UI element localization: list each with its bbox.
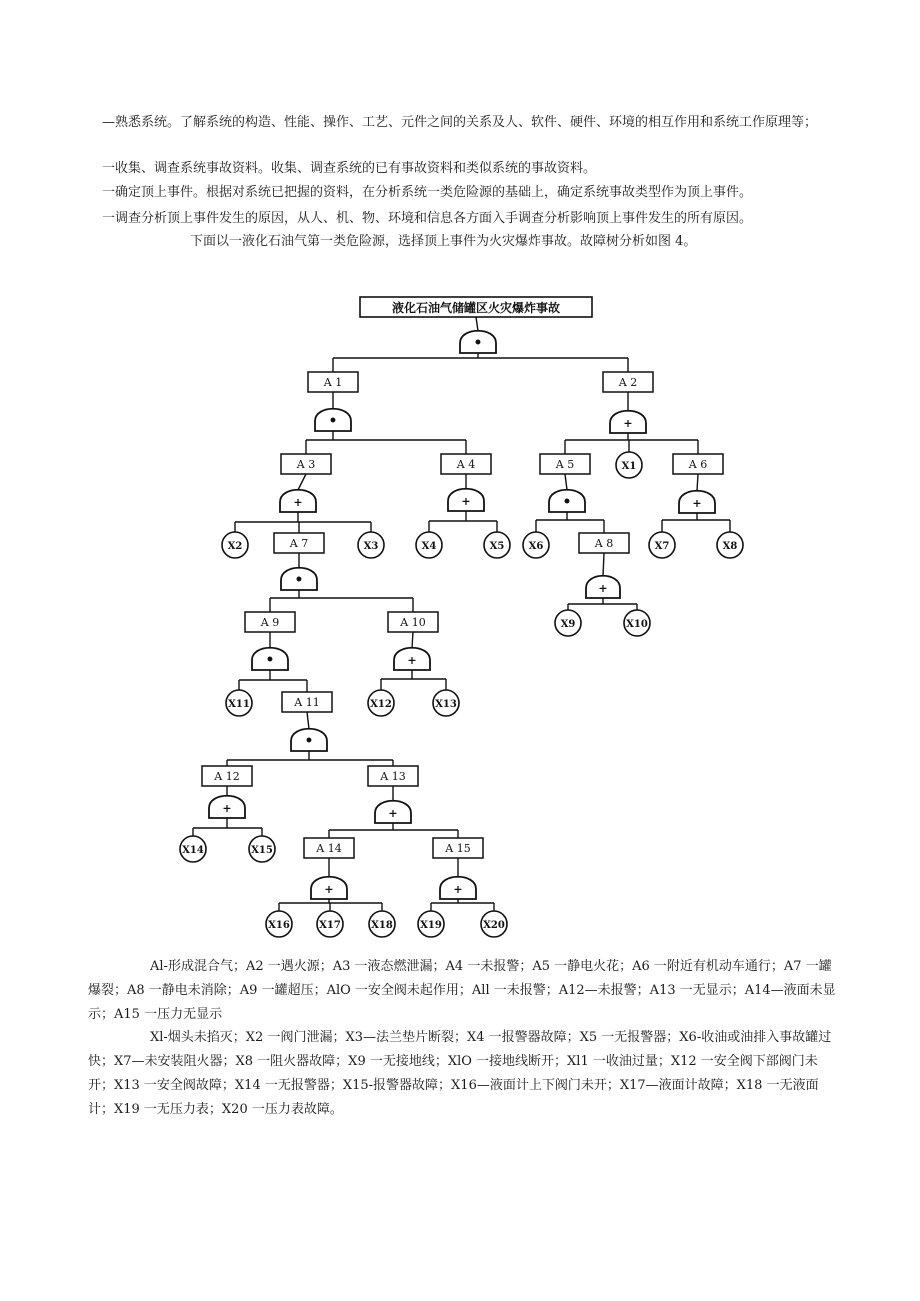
intro-paragraph-3: 一确定顶上事件。根据对系统已把握的资料，在分析系统一类危险源的基础上，确定系统事故类型作为顶上事件。 <box>102 185 753 200</box>
gate-or-a15 <box>440 877 476 899</box>
basic-event-label: X1 <box>621 461 637 472</box>
basic-event-label: X5 <box>489 541 505 552</box>
basic-event-x6 <box>523 532 549 558</box>
gate-symbol: + <box>293 495 303 509</box>
gate-or-a6 <box>679 491 715 513</box>
basic-event-label: X20 <box>483 920 505 931</box>
event-label: A 10 <box>400 616 426 629</box>
basic-event-label: X8 <box>722 541 738 552</box>
basic-event-label: X4 <box>421 541 437 552</box>
gate-symbol: + <box>222 801 232 815</box>
event-a3 <box>281 454 331 474</box>
intro-paragraph-5: 下面以一液化石油气第一类危险源，选择顶上事件为火灾爆炸事故。故障树分析如图 4。 <box>190 234 697 249</box>
gate-or-a2 <box>610 411 646 433</box>
event-a8 <box>579 533 629 553</box>
gate-symbol: • <box>328 412 338 429</box>
basic-event-label: X10 <box>626 619 648 630</box>
gate-symbol: + <box>388 806 398 820</box>
basic-event-x2 <box>222 532 248 558</box>
gate-symbol: + <box>324 882 334 896</box>
basic-event-x16 <box>266 911 292 937</box>
event-label: A 15 <box>445 842 471 855</box>
basic-event-label: X15 <box>251 845 273 856</box>
basic-event-x8 <box>717 532 743 558</box>
event-a4 <box>441 454 491 474</box>
gate-or-a13 <box>375 801 411 823</box>
event-a11 <box>282 692 332 712</box>
basic-event-x18 <box>369 911 395 937</box>
gate-and-a5 <box>549 490 585 512</box>
basic-event-label: X2 <box>227 541 243 552</box>
gate-and-a9 <box>252 648 288 670</box>
top-event-label: 液化石油气储罐区火灾爆炸事故 <box>391 301 561 315</box>
basic-event-x5 <box>484 532 510 558</box>
gate-symbol: + <box>692 496 702 510</box>
basic-event-label: X7 <box>654 541 670 552</box>
gate-symbol: • <box>562 493 572 510</box>
gate-or-a3 <box>280 490 316 512</box>
event-label: A 11 <box>294 696 320 709</box>
legend-basic-events: Xl-烟头未掐灭；X2 一阀门泄漏；X3—法兰垫片断裂；X4 一报警器故障；X5 一无报警器；X6-收油或油排入事故罐过快；X7—未安装阻火器；X8 一阻火器故障；X9 一无接地线；XlO 一接地线断开；Xl1 一收油过量；X12 一安全阀下部阀门未开；X13 一安全阀故障；X14 一无报警器；X15-报警器故障；X16—液面计上下阀门未开；X17—液面计故障；X18 一无液面计；X19 一无压力表；X20 一压力表故障。 <box>88 1030 832 1117</box>
basic-event-x20 <box>481 911 507 937</box>
event-label: A 1 <box>323 376 343 389</box>
basic-event-x14 <box>180 836 206 862</box>
basic-event-label: X11 <box>228 699 250 710</box>
basic-event-x17 <box>317 911 343 937</box>
event-label: A 6 <box>688 458 708 471</box>
event-a7 <box>274 533 324 553</box>
intro-paragraph-1: —熟悉系统。了解系统的构造、性能、操作、工艺、元件之间的关系及人、软件、硬件、环境的相互作用和系统工作原理等； <box>102 115 818 130</box>
basic-event-label: X19 <box>420 920 442 931</box>
legend-events: Al-形成混合气；A2 一遇火源；A3 一液态燃泄漏；A4 一未报警；A5 一静电火花；A6 一附近有机动车通行；A7 一罐爆裂；A8 一静电未消除；A9 一罐超压；AlO 一安全阀未起作用；All 一未报警；A12—未报警；A13 一无显示；A14—液面未显示；A15 一压力无显示 <box>88 959 836 1022</box>
gate-symbol: + <box>461 494 471 508</box>
event-label: A 7 <box>289 537 309 550</box>
event-label: A 2 <box>618 376 638 389</box>
basic-event-label: X17 <box>319 920 341 931</box>
gate-symbol: + <box>598 581 608 595</box>
basic-event-x11 <box>226 690 252 716</box>
event-a13 <box>368 766 418 786</box>
event-a9 <box>245 612 295 632</box>
gate-and-a7 <box>281 568 317 590</box>
basic-event-label: X16 <box>268 920 290 931</box>
basic-event-label: X9 <box>560 619 576 630</box>
basic-event-x9 <box>555 610 581 636</box>
gate-and-a1 <box>315 409 351 431</box>
basic-event-label: X13 <box>435 699 457 710</box>
basic-event-x19 <box>418 911 444 937</box>
gate-and-a11 <box>291 729 327 751</box>
event-label: A 8 <box>594 537 614 550</box>
gate-or-a12 <box>209 796 245 818</box>
event-a10 <box>388 612 438 632</box>
gate-symbol: + <box>453 882 463 896</box>
basic-event-x7 <box>649 532 675 558</box>
gate-and-top <box>460 331 496 353</box>
basic-event-label: X3 <box>363 541 379 552</box>
event-label: A 3 <box>296 458 316 471</box>
gate-symbol: + <box>623 416 633 430</box>
gate-symbol: • <box>294 571 304 588</box>
gate-symbol: • <box>473 334 483 351</box>
gate-or-a4 <box>448 489 484 511</box>
basic-event-label: X12 <box>370 699 392 710</box>
event-label: A 9 <box>260 616 280 629</box>
gate-symbol: • <box>265 651 275 668</box>
basic-event-x3 <box>358 532 384 558</box>
gate-or-a14 <box>311 877 347 899</box>
basic-event-x10 <box>624 610 650 636</box>
basic-event-label: X18 <box>371 920 393 931</box>
event-a1 <box>308 372 358 392</box>
event-label: A 14 <box>316 842 342 855</box>
event-a5 <box>540 454 590 474</box>
event-a2 <box>603 372 653 392</box>
gate-or-a8 <box>586 576 620 598</box>
event-a14 <box>304 838 354 858</box>
basic-event-x4 <box>416 532 442 558</box>
event-a15 <box>433 838 483 858</box>
intro-paragraph-2: 一收集、调查系统事故资料。收集、调查系统的已有事故资料和类似系统的事故资料。 <box>102 161 597 176</box>
basic-event-x1 <box>616 452 642 478</box>
gate-symbol: • <box>304 732 314 749</box>
gate-symbol: + <box>407 653 417 667</box>
basic-event-x12 <box>368 690 394 716</box>
intro-paragraph-4: 一调查分析顶上事件发生的原因，从人、机、物、环境和信息各方面入手调查分析影响顶上事件发生的所有原因。 <box>102 211 753 226</box>
event-label: A 4 <box>456 458 476 471</box>
event-label: A 13 <box>380 770 406 783</box>
event-a6 <box>673 454 723 474</box>
event-a12 <box>202 766 252 786</box>
event-label: A 5 <box>555 458 575 471</box>
gate-or-a10 <box>394 648 430 670</box>
basic-event-label: X6 <box>528 541 544 552</box>
event-label: A 12 <box>214 770 240 783</box>
basic-event-x15 <box>249 836 275 862</box>
basic-event-label: X14 <box>182 845 204 856</box>
basic-event-x13 <box>433 690 459 716</box>
